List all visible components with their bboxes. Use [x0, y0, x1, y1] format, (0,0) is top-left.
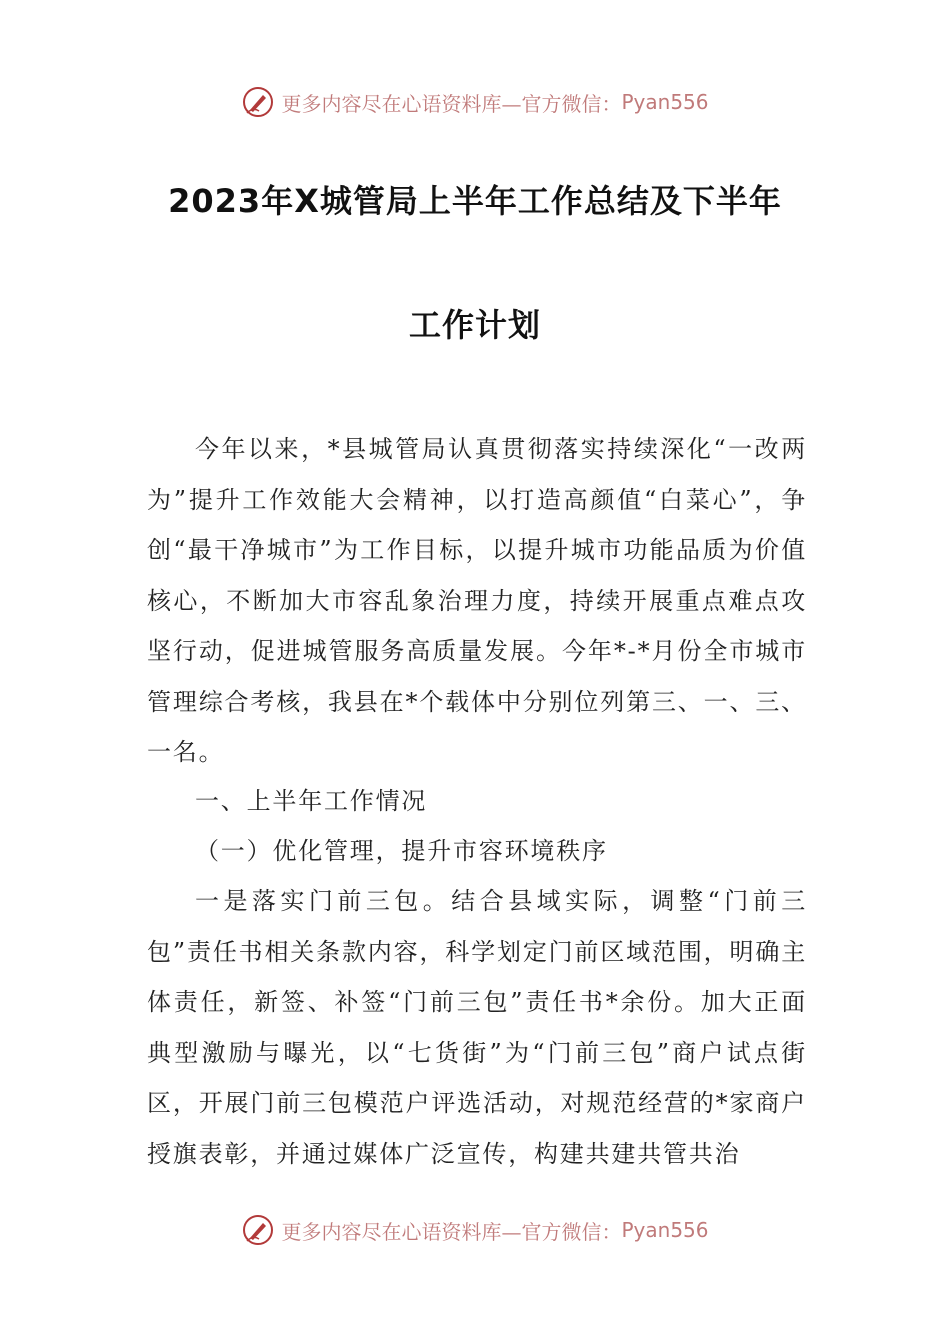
body-paragraph-text: 一是落实门前三包。结合县域实际，调整“门前三包”责任书相关条款内容，科学划定门前区域范围，明确主体责任，新签、补签“门前三包”责任书*余份。加大正面典型激励与曝光，以“七货街”为“门前三包”商户试点街区，开展门前三包模范户评选活动，对规范经营的*家商户授旗表彰，并通过媒体广泛宣传，构建共建共管共治	[147, 887, 807, 1168]
watermark-banner-bottom	[0, 1210, 950, 1250]
watermark-text: 更多内容尽在心语资料库—官方微信：	[281, 91, 622, 116]
intro-paragraph	[147, 424, 807, 778]
pen-logo-icon	[241, 85, 275, 119]
intro-paragraph-text: 今年以来，*县城管局认真贯彻落实持续深化“一改两为”提升工作效能大会精神，以打造高颜值“白菜心”，争创“最干净城市”为工作目标，以提升城市功能品质为价值核心，不断加大市容乱象治理力度，持续开展重点难点攻坚行动，促进城管服务高质量发展。今年*-*月份全市城市管理综合考核，我县在*个载体中分别位列第三、一、三、一名。	[147, 435, 807, 766]
watermark-text: 更多内容尽在心语资料库—官方微信：	[281, 1219, 622, 1244]
watermark-wechat-id: Pyan556	[621, 1218, 709, 1242]
subsection-heading-text: （一）优化管理，提升市容环境秩序	[195, 837, 608, 865]
document-title-line-2: 工作计划	[408, 306, 541, 344]
body-paragraph	[147, 876, 807, 1179]
watermark-banner-top	[0, 82, 950, 122]
section-heading	[147, 776, 807, 827]
subsection-heading	[147, 826, 807, 877]
watermark-wechat-id: Pyan556	[621, 90, 709, 114]
document-title-line-1: 2023年X城管局上半年工作总结及下半年	[168, 182, 782, 220]
section-heading-text: 一、上半年工作情况	[195, 787, 428, 815]
pen-logo-icon	[241, 1213, 275, 1247]
